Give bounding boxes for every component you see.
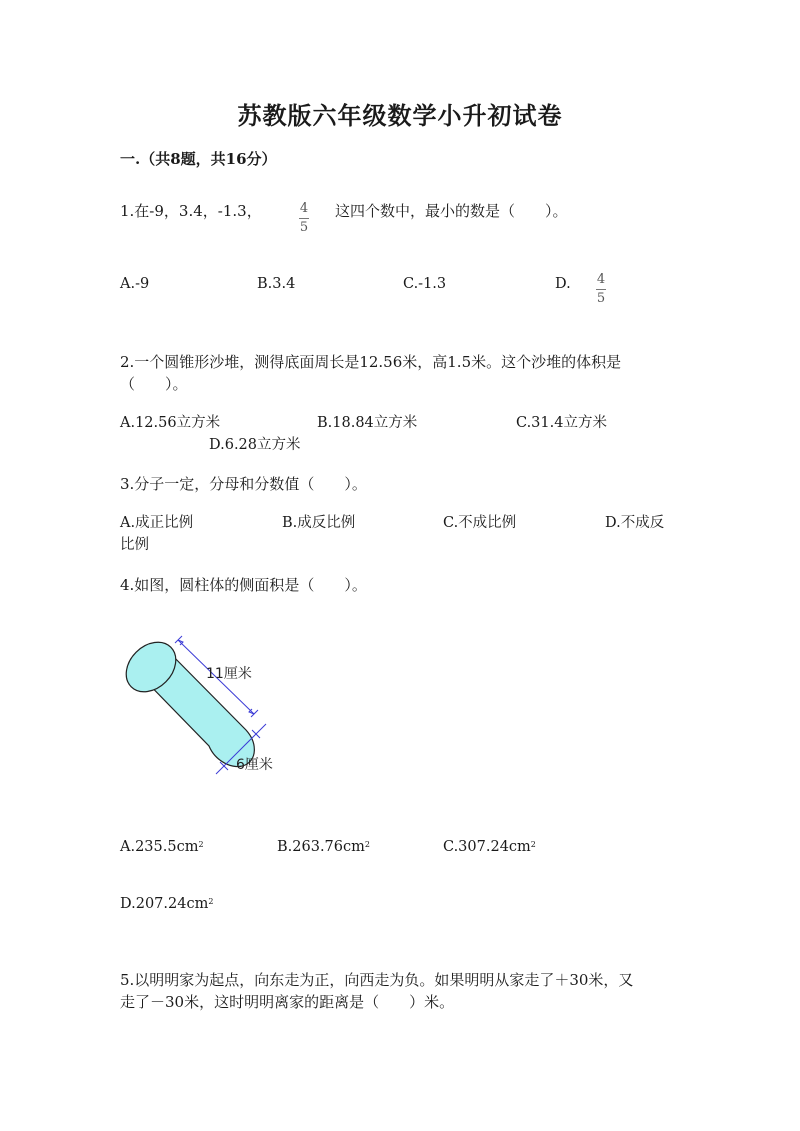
unit-superscript: 2	[208, 897, 214, 906]
diameter-label: 6厘米	[236, 757, 273, 773]
q4-option-a[interactable]	[120, 836, 204, 858]
q2-option-d[interactable]: D.6.28立方米	[209, 437, 301, 453]
q1-option-c[interactable]: C.-1.3	[403, 276, 447, 292]
q4-option-d[interactable]	[120, 893, 213, 915]
fraction-denominator: 5	[596, 291, 606, 306]
unit-superscript: 2	[364, 840, 370, 849]
q4-option-d-text: D.207.24cm	[120, 896, 209, 912]
page-title: 苏教版六年级数学小升初试卷	[237, 101, 563, 130]
q4-option-b-text: B.263.76cm	[277, 839, 365, 855]
question-1-fraction	[299, 197, 309, 235]
q4-option-c[interactable]	[443, 836, 536, 858]
q2-option-b[interactable]: B.18.84立方米	[317, 415, 418, 431]
question-2-line-1: 2.一个圆锥形沙堆，测得底面周长是12.56米，高1.5米。这个沙堆的体积是	[120, 353, 622, 371]
unit-superscript: 2	[530, 840, 536, 849]
question-3-text: 3.分子一定，分母和分数值（ ）。	[120, 475, 367, 493]
q4-option-a-text: A.235.5cm	[120, 839, 199, 855]
q3-option-b[interactable]: B.成反比例	[282, 515, 356, 531]
fraction-denominator: 5	[299, 220, 309, 235]
q4-option-c-text: C.307.24cm	[443, 839, 531, 855]
q3-option-a[interactable]: A.成正比例	[120, 515, 194, 531]
question-1-suffix: 这四个数中，最小的数是（ ）。	[335, 202, 568, 220]
q4-option-b[interactable]	[277, 836, 370, 858]
cylinder-figure	[120, 630, 290, 790]
section-heading: 一.（共8题，共16分）	[120, 150, 277, 168]
question-2-line-2: （ ）。	[120, 375, 188, 393]
q1-option-d-label: D.	[555, 276, 571, 292]
q3-option-c[interactable]: C.不成比例	[443, 515, 517, 531]
q2-option-c[interactable]: C.31.4立方米	[516, 415, 607, 431]
unit-superscript: 2	[198, 840, 204, 849]
q2-option-a[interactable]: A.12.56立方米	[120, 415, 221, 431]
q1-option-d[interactable]	[555, 273, 571, 295]
q1-option-a[interactable]: A.-9	[120, 276, 150, 292]
q1-option-d-fraction	[596, 268, 606, 306]
fraction-numerator: 4	[299, 201, 309, 216]
question-5-line-2: 走了－30米，这时明明离家的距离是（ ）米。	[120, 993, 455, 1011]
question-1-prefix: 1.在-9，3.4，-1.3，	[120, 202, 262, 220]
q3-option-d-line-1[interactable]: D.不成反	[605, 515, 665, 531]
question-4-text: 4.如图，圆柱体的侧面积是（ ）。	[120, 576, 367, 594]
question-5-line-1: 5.以明明家为起点，向东走为正，向西走为负。如果明明从家走了＋30米，又	[120, 971, 634, 989]
q1-option-b[interactable]: B.3.4	[257, 276, 296, 292]
length-label: 11厘米	[206, 666, 252, 682]
q3-option-d-line-2[interactable]: 比例	[120, 537, 149, 553]
fraction-numerator: 4	[596, 272, 606, 287]
